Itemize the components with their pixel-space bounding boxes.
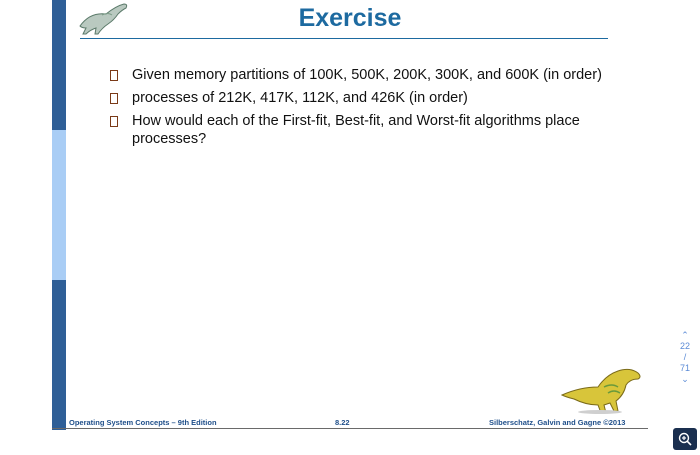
- bullet-square-icon: [110, 70, 118, 81]
- page-up-icon[interactable]: ⌃: [681, 330, 689, 340]
- side-bar-top: [52, 0, 66, 130]
- list-item: How would each of the First-fit, Best-fit, and Worst-fit algorithms place processes?: [110, 112, 630, 148]
- zoom-button[interactable]: [673, 428, 697, 450]
- page-total: 71: [679, 363, 690, 373]
- page-separator: /: [683, 352, 687, 362]
- page-navigator: [676, 330, 694, 385]
- page-title: Exercise: [298, 4, 402, 32]
- list-item: processes of 212K, 417K, 112K, and 426K (in order): [110, 89, 630, 107]
- page-down-icon[interactable]: ⌄: [681, 374, 689, 384]
- bullet-square-icon: [110, 116, 118, 127]
- footer-book-title: Operating System Concepts – 9th Edition: [69, 418, 217, 427]
- dinosaur-icon: [72, 0, 132, 36]
- side-bar-middle: [52, 130, 66, 280]
- zoom-in-icon: [678, 432, 692, 446]
- footer-divider: [52, 428, 648, 429]
- title-underline: [80, 38, 608, 39]
- footer-slide-number: 8.22: [335, 418, 350, 427]
- footer-authors: Silberschatz, Galvin and Gagne ©2013: [489, 418, 626, 427]
- page-current: 22: [679, 341, 690, 351]
- bullet-list: [110, 66, 630, 153]
- dinosaur-icon: [560, 365, 644, 415]
- side-bar-bottom: [52, 280, 66, 430]
- bullet-square-icon: [110, 93, 118, 104]
- list-item: Given memory partitions of 100K, 500K, 200K, 300K, and 600K (in order): [110, 66, 630, 84]
